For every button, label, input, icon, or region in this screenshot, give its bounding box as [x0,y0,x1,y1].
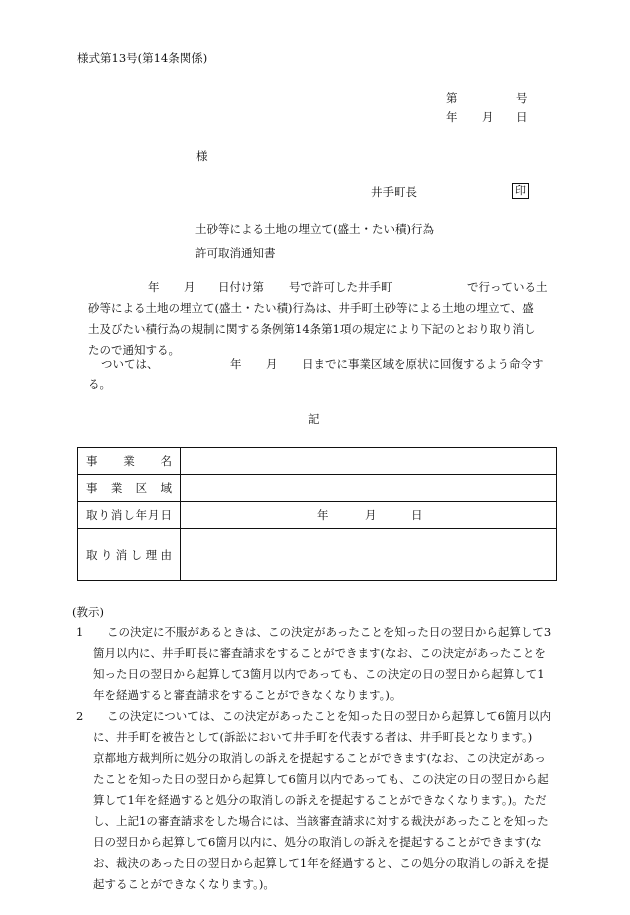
doc-number-suffix: 号 [516,91,528,105]
seal-mark [512,183,529,199]
body-p1-line2: 砂等による土地の埋立て(盛土・たい積)行為は、井手町土砂等による土地の埋立て、盛 [88,301,534,315]
revocation-day: 日 [411,508,423,522]
body-p2-lead: ついては、 [101,357,159,371]
body-p1-location: で行っている土 [467,280,548,294]
body-p2-deadline: 日までに事業区域を原状に回復するよう命令す [302,357,544,371]
value-project-name[interactable] [181,448,557,475]
doc-number-prefix: 第 [446,91,458,105]
label-revocation-reason: 取 り 消 し 理 由 [78,529,181,581]
label-project-area: 事 業 区 域 [78,475,181,502]
revocation-year: 年 [317,508,329,522]
issuer-title: 井手町長 [371,185,417,199]
body-p1-permit: 号で許可した井手町 [289,280,393,294]
table-row-project-name [78,448,557,475]
label-revocation-date: 取 り 消 し 年 月 日 [78,502,181,529]
addressee-suffix: 様 [196,149,208,163]
table-row-project-area [78,475,557,502]
seal-text: 印 [512,183,529,199]
body-p2-line2: る。 [88,377,111,391]
body-p1-month: 月 [184,280,196,294]
instruction-item-2: 2 この決定については、この決定があったことを知った日の翌日から起算して6箇月以内 に、井手町を被告として(訴訟において井手町を代表する者は、井手町長となります。) 京都地方裁判所に処分の取消しの訴えを提起することができます(なお、この決定があっ たことを知った日の翌日から起算して6箇月以内であっても、この決定の日の翌日から起 算して1年を経過すると処分の取消しの訴えを提起することができなくなります。)。ただ し、上記1の審査請求をした場合には、当該審査請求に対する裁決があったことを知った 日の翌日から起算して6箇月以内に、処分の取消しの訴えを提起することができます(な お、裁決のあった日の翌日から起算して1年を経過すると、この処分の取消しの訴えを提 起することができなくなります。)。 [68,706,558,895]
instruction-item-2-number: 2 [76,709,84,723]
instruction-item-2-text: この決定については、この決定があったことを知った日の翌日から起算して6箇月以内 [107,709,551,723]
table-row-revocation-reason [78,529,557,581]
body-p1-day-number: 日付け第 [218,280,264,294]
date-day: 日 [516,110,528,124]
instruction-item-1-text: この決定に不服があるときは、この決定があったことを知った日の翌日から起算して3 [107,625,552,639]
label-project-name: 事 業 名 [78,448,181,475]
value-project-area[interactable] [181,475,557,502]
body-p1-year: 年 [148,280,160,294]
form-number: 様式第13号(第14条関係) [77,51,208,65]
date-year: 年 [446,110,458,124]
body-p2-year: 年 [230,357,242,371]
record-mark: 記 [308,412,320,426]
value-revocation-date[interactable] [181,502,557,529]
instruction-heading: (教示) [72,605,104,619]
body-p1-line4: たので通知する。 [88,343,180,357]
document-title-line2: 許可取消通知書 [195,246,276,260]
table-row-revocation-date [78,502,557,529]
details-table [77,447,557,581]
revocation-month: 月 [365,508,377,522]
document-title-line1: 土砂等による土地の埋立て(盛土・たい積)行為 [195,222,434,236]
value-revocation-reason[interactable] [181,529,557,581]
body-p2-month: 月 [266,357,278,371]
date-month: 月 [482,110,494,124]
instruction-item-1: 1 この決定に不服があるときは、この決定があったことを知った日の翌日から起算して3 箇月以内に、井手町長に審査請求をすることができます(なお、この決定があったことを 知った日の翌日から起算して3箇月以内であっても、この決定の日の翌日から起算して1 年を経過すると審査請求をすることができなくなります。)。 [68,622,558,706]
instruction-item-1-number: 1 [76,625,84,639]
body-p1-line3: 土及びたい積行為の規制に関する条例第14条第1項の規定により下記のとおり取り消し [88,322,536,336]
